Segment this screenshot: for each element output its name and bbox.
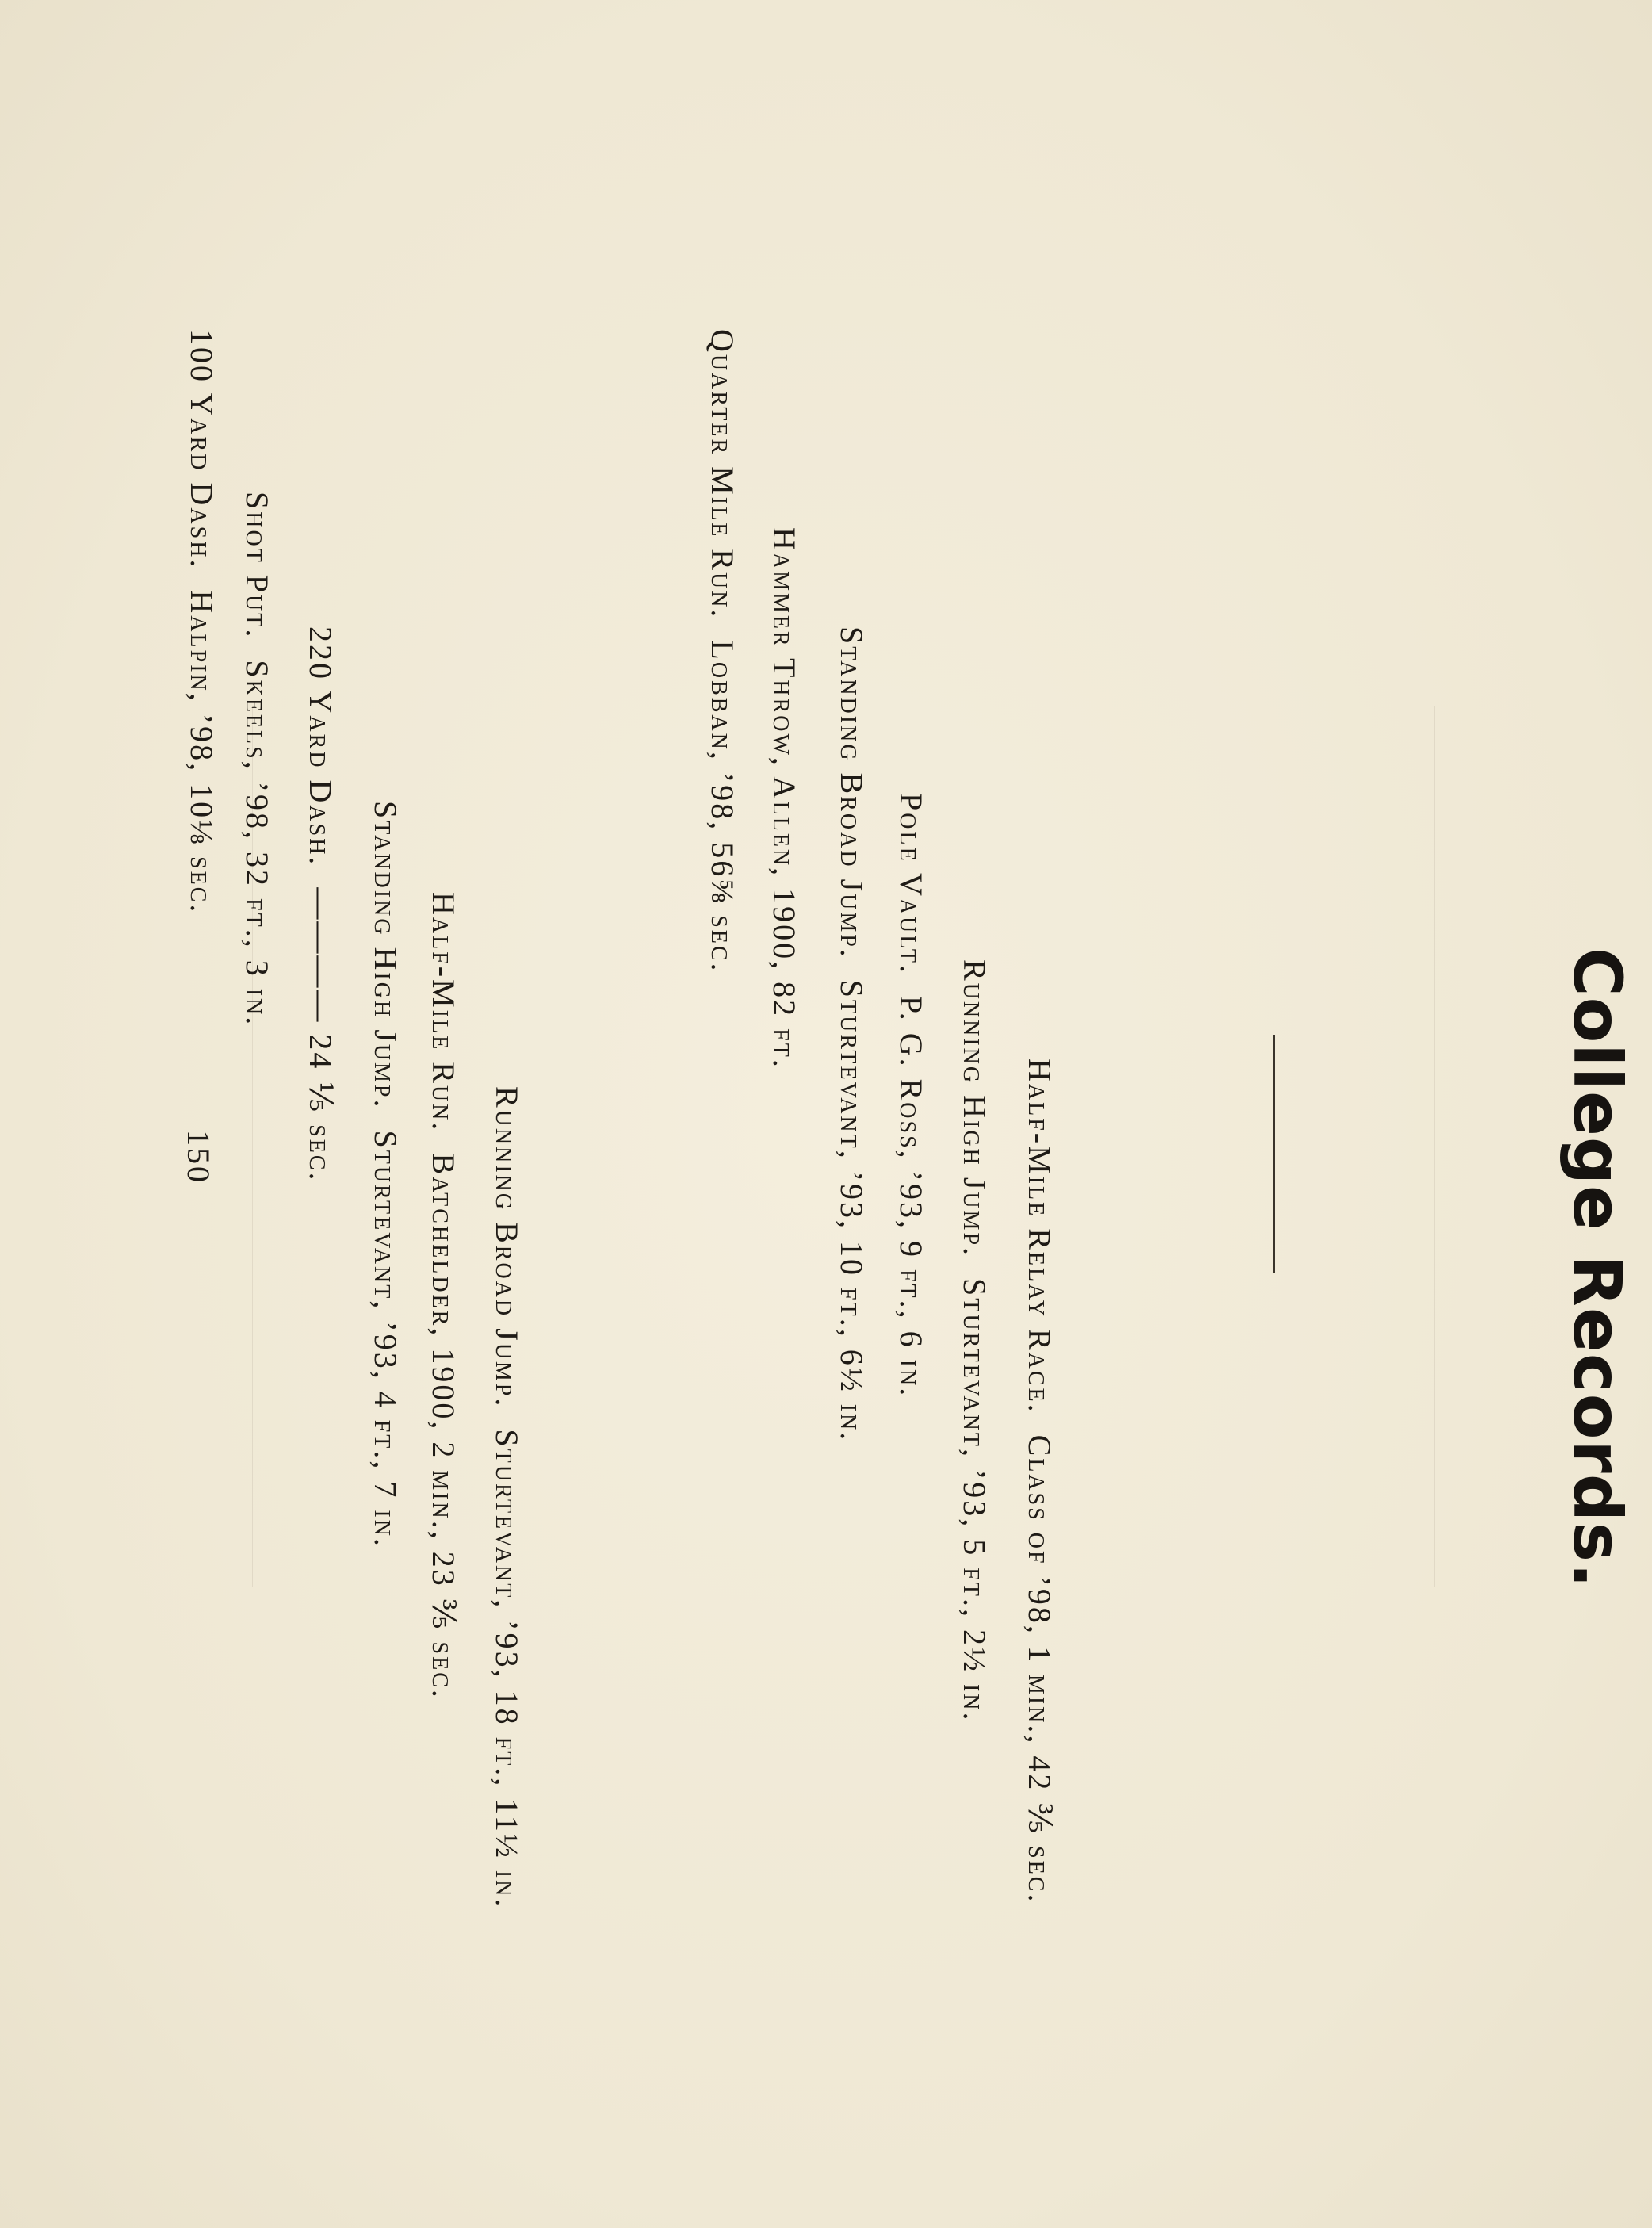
record-half-mile-relay-race: Half-Mile Relay Race. Class of ’98, 1 min., 42 ⅗ sec.	[1022, 1058, 1057, 1905]
record-running-high-jump: Running High Jump. Sturtevant, ’93, 5 ft., 2½ in.	[957, 959, 992, 1723]
record-shot-put: Shot Put. Skeels, ’98, 32 ft., 3 in.	[239, 492, 275, 1028]
title-rule	[1273, 1035, 1275, 1273]
record-half-mile-run: Half-Mile Run. Batchelder, 1900, 2 min., 23 ⅗ sec.	[426, 892, 461, 1700]
record-100-yard-dash: 100 Yard Dash. Halpin, ’98, 10⅛ sec.	[184, 329, 220, 915]
record-standing-broad-jump: Standing Broad Jump. Sturtevant, ’93, 10 ft., 6½ in.	[834, 626, 870, 1443]
record-220-yard-dash: 220 Yard Dash. ———— 24 ⅕ sec.	[303, 626, 338, 1183]
record-hammer-throw: Hammer Throw, Allen, 1900, 82 ft.	[767, 527, 802, 1070]
record-quarter-mile-run: Quarter Mile Run. Lobban, ’98, 56⅝ sec.	[705, 329, 740, 974]
page-title: College Records.	[1558, 947, 1636, 1589]
record-standing-high-jump: Standing High Jump. Sturtevant, ’93, 4 ft., 7 in.	[368, 801, 403, 1548]
record-pole-vault: Pole Vault. P. G. Ross, ’93, 9 ft., 6 in.	[893, 793, 929, 1399]
record-running-broad-jump: Running Broad Jump. Sturtevant, ’93, 18 ft., 11½ in.	[489, 1086, 525, 1909]
page-number: 150	[181, 1130, 216, 1185]
